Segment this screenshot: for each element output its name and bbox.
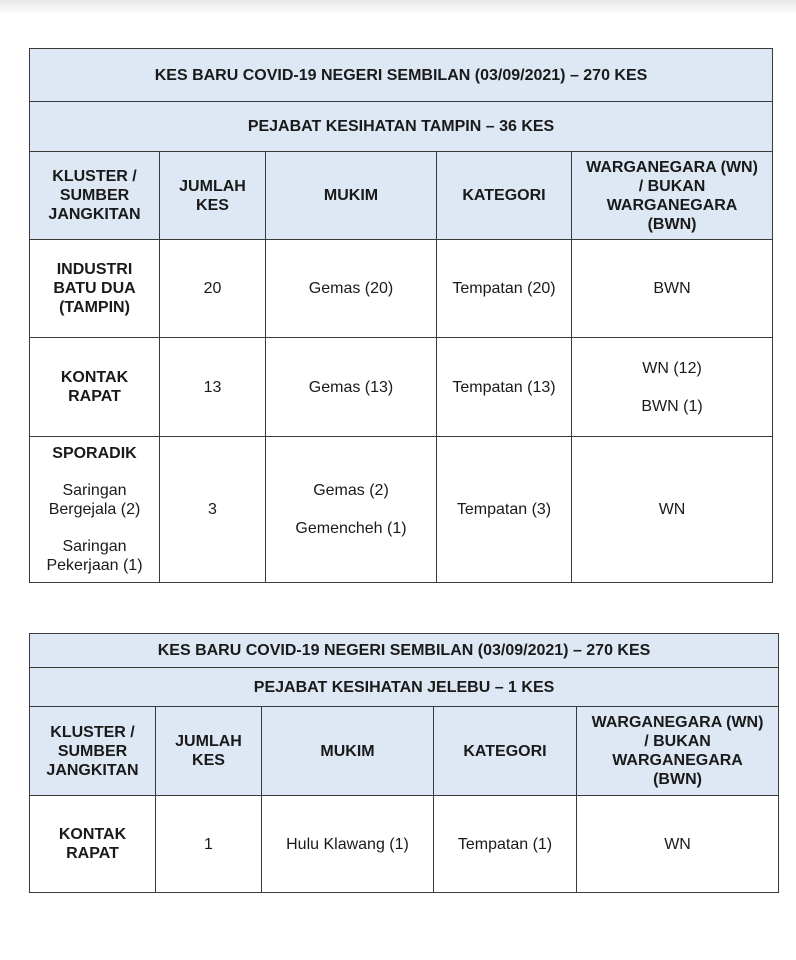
cluster-title: SPORADIK	[52, 445, 137, 462]
cases-cell: 1	[156, 796, 262, 893]
tampin-cases-table	[29, 48, 773, 583]
category-cell: Tempatan (1)	[434, 796, 577, 893]
table-title: KES BARU COVID-19 NEGERI SEMBILAN (03/09/2021) – 270 KES	[30, 49, 773, 102]
citizenship-line: BWN (1)	[641, 397, 703, 415]
mukim-cell: Gemas (20)	[266, 240, 437, 338]
mukim-cell: Gemas (13)	[266, 338, 437, 437]
office-title: PEJABAT KESIHATAN TAMPIN – 36 KES	[30, 102, 773, 152]
mukim-line: Gemas (2)	[313, 482, 389, 499]
header-cases-line: JUMLAH	[179, 177, 246, 195]
citizenship-line: WN (12)	[642, 359, 702, 377]
cluster-sub-line: Pekerjaan (1)	[46, 557, 143, 574]
header-cases-line: JUMLAH	[175, 733, 242, 750]
table-row	[30, 240, 773, 338]
office-row	[30, 668, 779, 707]
column-header-row	[30, 152, 773, 240]
header-citizenship-line: WARGANEGARA (WN)	[586, 158, 758, 176]
column-header-row	[30, 707, 779, 796]
office-title: PEJABAT KESIHATAN JELEBU – 1 KES	[30, 668, 779, 707]
cluster-cell	[30, 437, 160, 583]
header-cluster-line: SUMBER	[57, 742, 128, 760]
mukim-cell: Hulu Klawang (1)	[262, 796, 434, 893]
cluster-line: KONTAK	[58, 826, 127, 843]
cluster-sub-line: Saringan	[62, 538, 127, 555]
cluster-cell	[30, 338, 160, 437]
header-cases-line: KES	[196, 196, 229, 214]
cluster-sub-line: Saringan	[62, 482, 127, 499]
header-citizenship-line: WARGANEGARA	[606, 196, 738, 214]
table-row	[30, 338, 773, 437]
office-row	[30, 102, 773, 152]
header-cases	[160, 152, 266, 240]
cluster-line: BATU DUA	[53, 280, 136, 297]
cases-cell: 13	[160, 338, 266, 437]
header-cases-line: KES	[192, 752, 225, 769]
header-cluster-line: JANGKITAN	[48, 206, 141, 223]
cluster-line: KONTAK	[60, 369, 129, 386]
header-citizenship-line: (BWN)	[653, 771, 702, 788]
citizenship-cell: WN	[577, 796, 779, 893]
category-cell: Tempatan (20)	[437, 240, 572, 338]
cluster-line: RAPAT	[66, 845, 119, 862]
cluster-cell	[30, 796, 156, 893]
mukim-cell	[266, 437, 437, 583]
header-citizenship-line: / BUKAN	[644, 733, 711, 750]
mukim-line: Gemencheh (1)	[295, 520, 407, 537]
cluster-sub-line: Bergejala (2)	[48, 501, 141, 518]
cases-cell: 3	[160, 437, 266, 583]
cluster-line: (TAMPIN)	[59, 299, 130, 316]
header-cluster	[30, 152, 160, 240]
table-row	[30, 437, 773, 583]
top-shadow	[0, 0, 796, 14]
cluster-line: INDUSTRI	[56, 261, 133, 278]
citizenship-cell: WN	[572, 437, 773, 583]
header-mukim: MUKIM	[262, 707, 434, 796]
header-category: KATEGORI	[434, 707, 577, 796]
citizenship-cell: BWN	[572, 240, 773, 338]
header-category: KATEGORI	[437, 152, 572, 240]
header-citizenship	[572, 152, 773, 240]
header-citizenship-line: (BWN)	[647, 215, 697, 233]
citizenship-cell	[572, 338, 773, 437]
header-citizenship	[577, 707, 779, 796]
jelebu-cases-table	[29, 633, 779, 893]
header-cases	[156, 707, 262, 796]
header-citizenship-line: WARGANEGARA (WN)	[591, 714, 764, 731]
table-title-row	[30, 49, 773, 102]
cluster-line: RAPAT	[68, 388, 121, 405]
header-cluster-line: KLUSTER /	[52, 168, 137, 185]
cluster-cell	[30, 240, 160, 338]
cases-cell: 20	[160, 240, 266, 338]
table-row	[30, 796, 779, 893]
table-title: KES BARU COVID-19 NEGERI SEMBILAN (03/09/2021) – 270 KES	[30, 634, 779, 668]
header-citizenship-line: / BUKAN	[638, 177, 706, 195]
header-cluster-line: KLUSTER /	[50, 723, 135, 741]
header-citizenship-line: WARGANEGARA	[612, 752, 743, 769]
header-cluster	[30, 707, 156, 796]
table-title-row	[30, 634, 779, 668]
header-mukim: MUKIM	[266, 152, 437, 240]
header-cluster-line: SUMBER	[59, 187, 130, 204]
category-cell: Tempatan (3)	[437, 437, 572, 583]
header-cluster-line: JANGKITAN	[46, 761, 139, 779]
category-cell: Tempatan (13)	[437, 338, 572, 437]
